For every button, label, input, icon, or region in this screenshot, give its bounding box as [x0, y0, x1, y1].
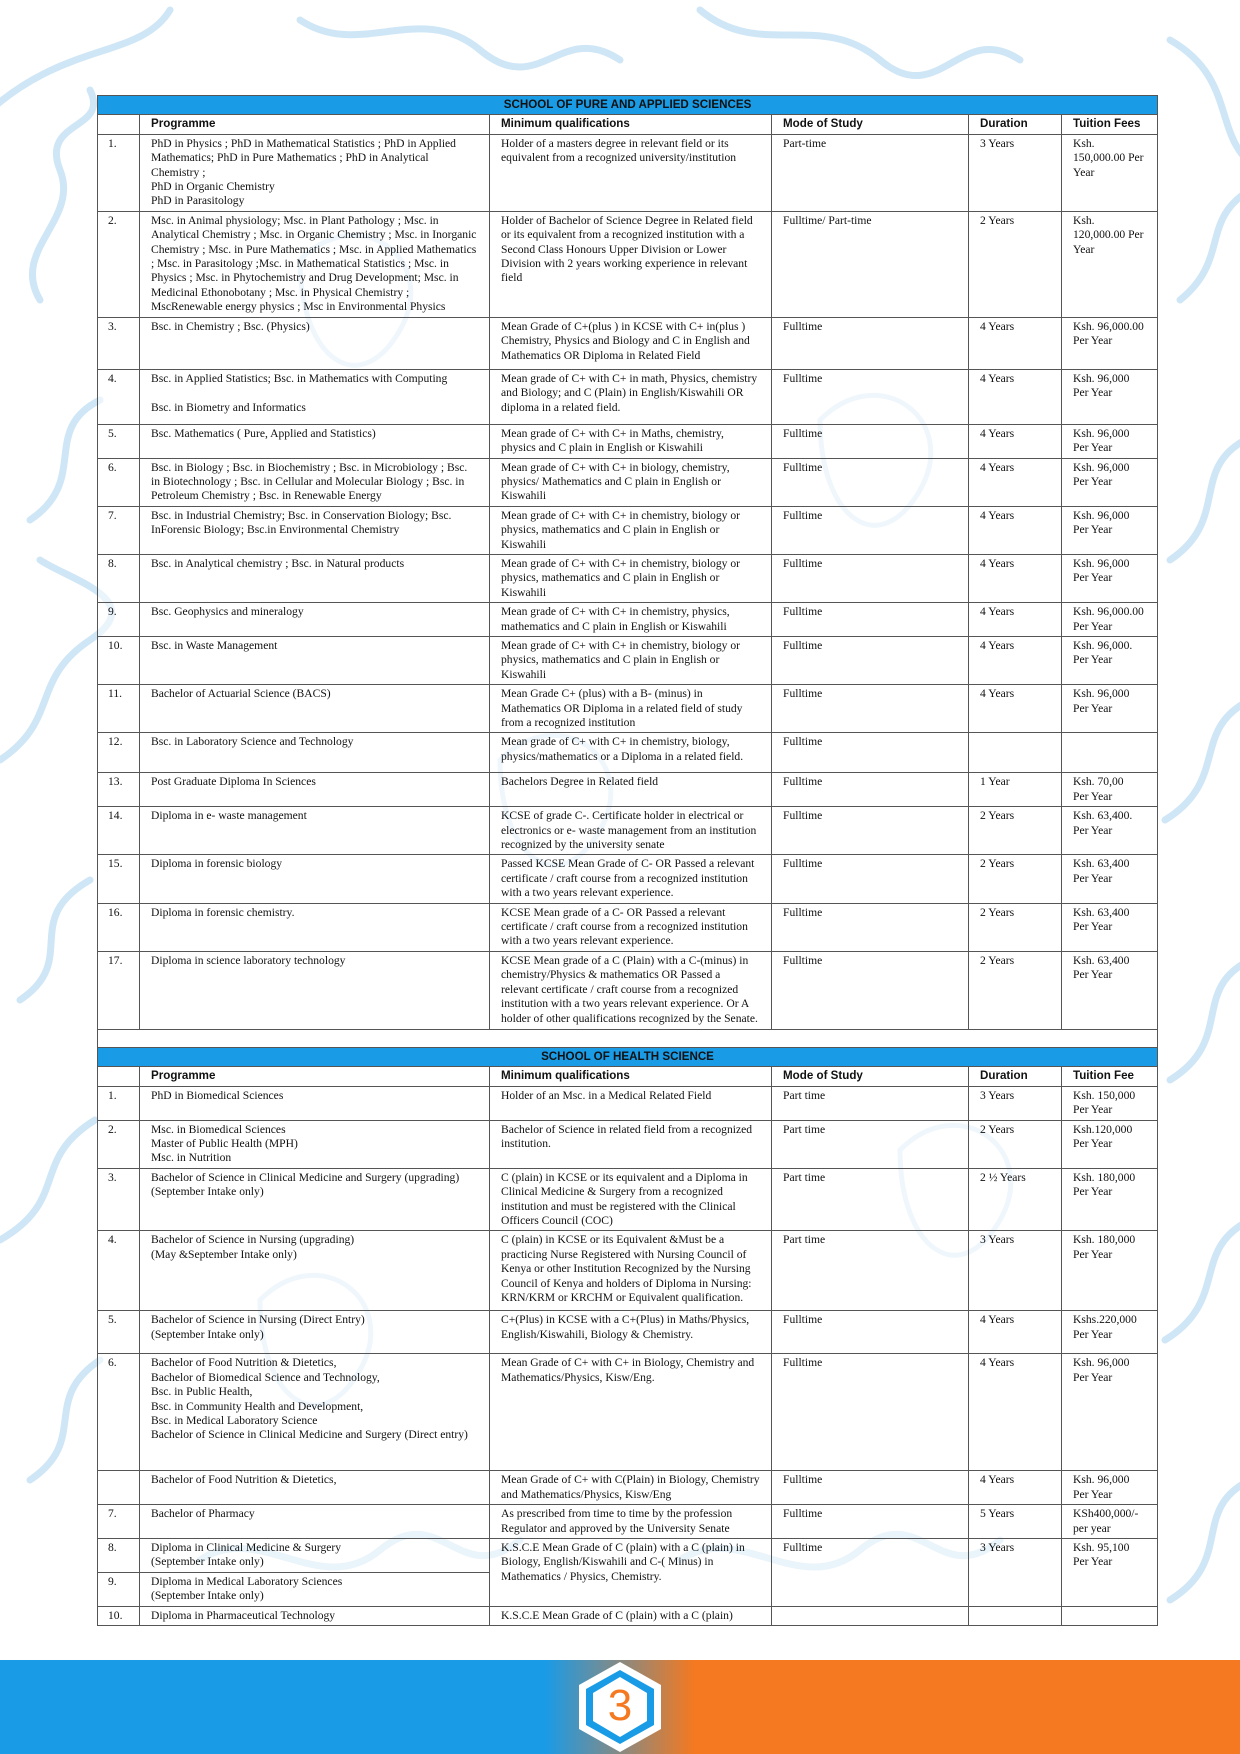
header-tuition-fees: Tuition Fee	[1062, 1067, 1158, 1086]
programme-cell: Bachelor of Pharmacy	[140, 1505, 490, 1539]
row-number: 9.	[98, 1572, 140, 1606]
programme-cell: Bsc. in Industrial Chemistry; Bsc. in Conservation Biology; Bsc. InForensic Biology; Bsc.in Environmental Chemistry	[140, 506, 490, 554]
row-number: 2.	[98, 1120, 140, 1168]
mode-cell: Fulltime	[772, 1311, 969, 1354]
table-row	[98, 211, 1158, 317]
row-number: 3.	[98, 1168, 140, 1231]
fee-cell: Ksh. 96,000 Per Year	[1062, 506, 1158, 554]
duration-cell: 2 ½ Years	[969, 1168, 1062, 1231]
table-row	[98, 1471, 1158, 1505]
row-number: 15.	[98, 855, 140, 903]
mode-cell: Fulltime	[772, 733, 969, 773]
table-row	[98, 458, 1158, 506]
mode-cell: Part time	[772, 1086, 969, 1120]
mode-cell: Fulltime	[772, 1354, 969, 1471]
school-banner-row	[98, 1047, 1158, 1066]
mode-cell: Fulltime	[772, 603, 969, 637]
table-row	[98, 1505, 1158, 1539]
programme-cell: PhD in Physics ; PhD in Mathematical Statistics ; PhD in Applied Mathematics; PhD in Pure Mathematics ; PhD in Analytical Chemistry ; PhD in Organic Chemistry PhD in Parasitology	[140, 134, 490, 211]
header-minimum-qualifications: Minimum qualifications	[490, 115, 772, 134]
mode-cell: Fulltime	[772, 317, 969, 369]
fee-cell: Ksh. 96,000 Per Year	[1062, 1471, 1158, 1505]
mode-cell: Fulltime	[772, 1471, 969, 1505]
programme-cell: Post Graduate Diploma In Sciences	[140, 773, 490, 807]
header-duration: Duration	[969, 115, 1062, 134]
programmes-table-body	[98, 96, 1158, 1626]
duration-cell: 2 Years	[969, 903, 1062, 951]
table-row	[98, 603, 1158, 637]
school-title: SCHOOL OF HEALTH SCIENCE	[98, 1047, 1158, 1066]
row-number: 8.	[98, 554, 140, 602]
row-number: 1.	[98, 1086, 140, 1120]
row-number: 1.	[98, 134, 140, 211]
mode-cell: Fulltime	[772, 1538, 969, 1606]
qualification-cell: Mean grade of C+ with C+ in chemistry, biology, physics/mathematics or a Diploma in a related field.	[490, 733, 772, 773]
programme-cell: Bachelor of Science in Nursing (Direct Entry) (September Intake only)	[140, 1311, 490, 1354]
qualification-cell: K.S.C.E Mean Grade of C (plain) with a C (plain)	[490, 1606, 772, 1625]
table-row	[98, 1311, 1158, 1354]
qualification-cell: Holder of Bachelor of Science Degree in Related field or its equivalent from a recognized institution with a Second Class Honours Upper Division or Lower Division with 2 years working experience in relevant field	[490, 211, 772, 317]
row-number: 11.	[98, 685, 140, 733]
mode-cell: Fulltime	[772, 903, 969, 951]
mode-cell: Fulltime	[772, 369, 969, 424]
fee-cell	[1062, 733, 1158, 773]
row-number: 17.	[98, 951, 140, 1029]
programme-cell: Bsc. in Analytical chemistry ; Bsc. in Natural products	[140, 554, 490, 602]
page-number: 3	[607, 1681, 633, 1730]
programme-cell: Diploma in science laboratory technology	[140, 951, 490, 1029]
fee-cell: Ksh. 96,000 Per Year	[1062, 424, 1158, 458]
table-row	[98, 554, 1158, 602]
fee-cell: Ksh.120,000 Per Year	[1062, 1120, 1158, 1168]
table-row	[98, 685, 1158, 733]
qualification-cell: C (plain) in KCSE or its equivalent and a Diploma in Clinical Medicine & Surgery from a recognized institution and must be registered with the Clinical Officers Council (COC)	[490, 1168, 772, 1231]
mode-cell: Fulltime	[772, 554, 969, 602]
table-row	[98, 1606, 1158, 1625]
fee-cell: Ksh. 63,400 Per Year	[1062, 903, 1158, 951]
qualification-cell: Mean grade of C+ with C+ in biology, chemistry, physics/ Mathematics and C plain in English or Kiswahili	[490, 458, 772, 506]
programme-cell: Bachelor of Science in Nursing (upgrading) (May &September Intake only)	[140, 1231, 490, 1311]
fee-cell: Ksh. 180,000 Per Year	[1062, 1168, 1158, 1231]
qualification-cell: C (plain) in KCSE or its Equivalent &Must be a practicing Nurse Registered with Nursing Council of Kenya or other Institution Recognized by the Nursing Council of Kenya and holders of Diploma in Nursing: KRN/KRM or KRCHM or Equivalent qualification.	[490, 1231, 772, 1311]
table-row	[98, 1120, 1158, 1168]
qualification-cell: KCSE Mean grade of a C (Plain) with a C-(minus) in chemistry/Physics & mathematics OR Passed a relevant certificate / craft course from a recognized institution with a two years relevant experience. Or A holder of other qualifications recognized by the Senate.	[490, 951, 772, 1029]
table-row	[98, 1086, 1158, 1120]
row-number: 7.	[98, 506, 140, 554]
qualification-cell: Mean grade of C+ with C+ in math, Physics, chemistry and Biology; and C (Plain) in English/Kiswahili OR diploma in a related field.	[490, 369, 772, 424]
header-programme: Programme	[140, 1067, 490, 1086]
duration-cell: 2 Years	[969, 855, 1062, 903]
header-minimum-qualifications: Minimum qualifications	[490, 1067, 772, 1086]
table-row	[98, 134, 1158, 211]
qualification-cell: C+(Plus) in KCSE with a C+(Plus) in Maths/Physics, English/Kiswahili, Biology & Chemistry.	[490, 1311, 772, 1354]
programme-cell: PhD in Biomedical Sciences	[140, 1086, 490, 1120]
duration-cell: 3 Years	[969, 1086, 1062, 1120]
header-duration: Duration	[969, 1067, 1062, 1086]
table-row	[98, 733, 1158, 773]
fee-cell: Ksh. 70,00 Per Year	[1062, 773, 1158, 807]
fee-cell: Ksh. 96,000 Per Year	[1062, 369, 1158, 424]
row-number: 13.	[98, 773, 140, 807]
header-programme: Programme	[140, 115, 490, 134]
fee-cell: Ksh. 96,000.00 Per Year	[1062, 317, 1158, 369]
header-number-cell	[98, 1067, 140, 1086]
duration-cell: 2 Years	[969, 1120, 1062, 1168]
duration-cell: 4 Years	[969, 636, 1062, 684]
mode-cell: Fulltime	[772, 636, 969, 684]
table-row	[98, 317, 1158, 369]
duration-cell: 2 Years	[969, 807, 1062, 855]
programme-cell: Bsc. in Chemistry ; Bsc. (Physics)	[140, 317, 490, 369]
programme-cell: Bachelor of Science in Clinical Medicine and Surgery (upgrading) (September Intake only)	[140, 1168, 490, 1231]
programme-cell: Bsc. in Applied Statistics; Bsc. in Mathematics with Computing Bsc. in Biometry and Informatics	[140, 369, 490, 424]
fee-cell: Ksh. 96,000. Per Year	[1062, 636, 1158, 684]
qualification-cell: Mean grade of C+ with C+ in chemistry, biology or physics, mathematics and C plain in English or Kiswahili	[490, 636, 772, 684]
row-number: 10.	[98, 636, 140, 684]
fee-cell: Ksh. 150,000.00 Per Year	[1062, 134, 1158, 211]
mode-cell	[772, 1606, 969, 1625]
duration-cell: 3 Years	[969, 134, 1062, 211]
row-number: 7.	[98, 1505, 140, 1539]
programme-cell: Diploma in Pharmaceutical Technology	[140, 1606, 490, 1625]
qualification-cell: Bachelors Degree in Related field	[490, 773, 772, 807]
fee-cell: Ksh. 96,000 Per Year	[1062, 458, 1158, 506]
mode-cell: Fulltime	[772, 951, 969, 1029]
row-number: 16.	[98, 903, 140, 951]
table-row	[98, 1354, 1158, 1471]
programme-cell: Diploma in forensic biology	[140, 855, 490, 903]
fee-cell	[1062, 1606, 1158, 1625]
qualification-cell: Mean Grade of C+ with C(Plain) in Biology, Chemistry and Mathematics/Physics, Kisw/Eng	[490, 1471, 772, 1505]
programme-cell: Bsc. in Laboratory Science and Technology	[140, 733, 490, 773]
row-number: 2.	[98, 211, 140, 317]
mode-cell: Fulltime	[772, 458, 969, 506]
mode-cell: Fulltime	[772, 1505, 969, 1539]
fee-cell: Ksh. 95,100 Per Year	[1062, 1538, 1158, 1606]
header-mode-of-study: Mode of Study	[772, 1067, 969, 1086]
mode-cell: Fulltime	[772, 424, 969, 458]
programme-cell: Bachelor of Food Nutrition & Dietetics,	[140, 1471, 490, 1505]
duration-cell	[969, 733, 1062, 773]
fee-cell: Ksh. 96,000 Per Year	[1062, 554, 1158, 602]
table-row	[98, 1538, 1158, 1572]
qualification-cell: Holder of an Msc. in a Medical Related Field	[490, 1086, 772, 1120]
row-number: 12.	[98, 733, 140, 773]
programme-cell: Msc. in Animal physiology; Msc. in Plant Pathology ; Msc. in Analytical Chemistry ; Msc. in Organic Chemistry ; Msc. in Inorganic Chemistry ; Msc. in Pure Mathematics ; Msc. in Applied Mathematics ; Msc. in Parasitology ;Msc. in Mathematical Statistics ; Msc. in Physics ; Msc. in Phytochemistry and Drug Development; Msc. in Medicinal Ethonobotany ; Msc. in Physical Chemistry ; MscRenewable energy physics ; Msc in Environmental Physics	[140, 211, 490, 317]
fee-cell: Ksh. 96,000 Per Year	[1062, 1354, 1158, 1471]
header-tuition-fees: Tuition Fees	[1062, 115, 1158, 134]
mode-cell: Fulltime	[772, 807, 969, 855]
duration-cell: 1 Year	[969, 773, 1062, 807]
duration-cell: 5 Years	[969, 1505, 1062, 1539]
programme-cell: Bsc. in Waste Management	[140, 636, 490, 684]
qualification-cell: As prescribed from time to time by the profession Regulator and approved by the University Senate	[490, 1505, 772, 1539]
row-number: 5.	[98, 1311, 140, 1354]
table-row	[98, 1231, 1158, 1311]
programme-cell: Diploma in forensic chemistry.	[140, 903, 490, 951]
table-row	[98, 951, 1158, 1029]
row-number: 4.	[98, 1231, 140, 1311]
fee-cell: Ksh. 120,000.00 Per Year	[1062, 211, 1158, 317]
table-gap-row	[98, 1029, 1158, 1047]
fee-cell: Ksh. 63,400 Per Year	[1062, 855, 1158, 903]
qualification-cell: Mean grade of C+ with C+ in chemistry, biology or physics, mathematics and C plain in English or Kiswahili	[490, 506, 772, 554]
programme-cell: Diploma in e- waste management	[140, 807, 490, 855]
qualification-cell: Mean Grade of C+(plus ) in KCSE with C+ in(plus ) Chemistry, Physics and Biology and C in English and Mathematics OR Diploma in Related Field	[490, 317, 772, 369]
duration-cell: 4 Years	[969, 506, 1062, 554]
mode-cell: Fulltime	[772, 685, 969, 733]
table-row	[98, 369, 1158, 424]
row-number: 6.	[98, 1354, 140, 1471]
fee-cell: Ksh. 63,400 Per Year	[1062, 951, 1158, 1029]
row-number: 10.	[98, 1606, 140, 1625]
duration-cell: 4 Years	[969, 554, 1062, 602]
table-row	[98, 807, 1158, 855]
qualification-cell: Mean grade of C+ with C+ in Maths, chemistry, physics and C plain in English or Kiswahili	[490, 424, 772, 458]
programme-cell: Bsc. in Biology ; Bsc. in Biochemistry ; Bsc. in Microbiology ; Bsc. in Biotechnology ; Bsc. in Cellular and Molecular Biology ; Bsc. in Petroleum Chemistry ; Bsc. in Renewable Energy	[140, 458, 490, 506]
gap-cell	[98, 1029, 1158, 1047]
programme-cell: Bsc. Geophysics and mineralogy	[140, 603, 490, 637]
duration-cell	[969, 1606, 1062, 1625]
qualification-cell: Bachelor of Science in related field from a recognized institution.	[490, 1120, 772, 1168]
mode-cell: Fulltime	[772, 855, 969, 903]
table-row	[98, 1168, 1158, 1231]
programme-cell: Bsc. Mathematics ( Pure, Applied and Statistics)	[140, 424, 490, 458]
row-number: 4.	[98, 369, 140, 424]
qualification-cell: Holder of a masters degree in relevant field or its equivalent from a recognized university/institution	[490, 134, 772, 211]
programme-cell: Bachelor of Actuarial Science (BACS)	[140, 685, 490, 733]
table-row	[98, 506, 1158, 554]
fee-cell: Ksh. 150,000 Per Year	[1062, 1086, 1158, 1120]
mode-cell: Part time	[772, 1120, 969, 1168]
row-number: 14.	[98, 807, 140, 855]
table-row	[98, 855, 1158, 903]
programmes-table	[97, 95, 1158, 1626]
duration-cell: 3 Years	[969, 1231, 1062, 1311]
duration-cell: 4 Years	[969, 1471, 1062, 1505]
mode-cell: Part time	[772, 1168, 969, 1231]
qualification-cell: K.S.C.E Mean Grade of C (plain) with a C (plain) in Biology, English/Kiswahili and C-( Minus) in Mathematics / Physics, Chemistry.	[490, 1538, 772, 1606]
school-title: SCHOOL OF PURE AND APPLIED SCIENCES	[98, 96, 1158, 115]
fee-cell: Ksh. 96,000.00 Per Year	[1062, 603, 1158, 637]
table-row	[98, 903, 1158, 951]
duration-cell: 2 Years	[969, 211, 1062, 317]
duration-cell: 4 Years	[969, 603, 1062, 637]
fee-cell: Ksh. 180,000 Per Year	[1062, 1231, 1158, 1311]
row-number: 6.	[98, 458, 140, 506]
programme-cell: Bachelor of Food Nutrition & Dietetics, Bachelor of Biomedical Science and Technology, Bsc. in Public Health, Bsc. in Community Health and Development, Bsc. in Medical Laboratory Science Bachelor of Science in Clinical Medicine and Surgery (Direct entry)	[140, 1354, 490, 1471]
qualification-cell: Mean grade of C+ with C+ in chemistry, physics, mathematics and C plain in English or Kiswahili	[490, 603, 772, 637]
row-number: 9.	[98, 603, 140, 637]
programme-cell: Diploma in Medical Laboratory Sciences (September Intake only)	[140, 1572, 490, 1606]
row-number: 8.	[98, 1538, 140, 1572]
table-row	[98, 636, 1158, 684]
programme-cell: Msc. in Biomedical Sciences Master of Public Health (MPH) Msc. in Nutrition	[140, 1120, 490, 1168]
duration-cell: 4 Years	[969, 1311, 1062, 1354]
header-mode-of-study: Mode of Study	[772, 115, 969, 134]
duration-cell: 4 Years	[969, 1354, 1062, 1471]
table-row	[98, 773, 1158, 807]
programme-cell: Diploma in Clinical Medicine & Surgery (September Intake only)	[140, 1538, 490, 1572]
fee-cell: Kshs.220,000 Per Year	[1062, 1311, 1158, 1354]
header-number-cell	[98, 115, 140, 134]
duration-cell: 3 Years	[969, 1538, 1062, 1606]
duration-cell: 4 Years	[969, 424, 1062, 458]
mode-cell: Part-time	[772, 134, 969, 211]
mode-cell: Fulltime	[772, 773, 969, 807]
school-banner-row	[98, 96, 1158, 115]
duration-cell: 4 Years	[969, 685, 1062, 733]
row-number	[98, 1471, 140, 1505]
programmes-document	[97, 95, 1157, 1626]
row-number: 5.	[98, 424, 140, 458]
mode-cell: Fulltime/ Part-time	[772, 211, 969, 317]
qualification-cell: Mean Grade of C+ with C+ in Biology, Chemistry and Mathematics/Physics, Kisw/Eng.	[490, 1354, 772, 1471]
column-header-row	[98, 115, 1158, 134]
fee-cell: Ksh. 63,400. Per Year	[1062, 807, 1158, 855]
duration-cell: 4 Years	[969, 458, 1062, 506]
duration-cell: 2 Years	[969, 951, 1062, 1029]
row-number: 3.	[98, 317, 140, 369]
qualification-cell: KCSE Mean grade of a C- OR Passed a relevant certificate / craft course from a recognized institution with a two years relevant experience.	[490, 903, 772, 951]
column-header-row	[98, 1067, 1158, 1086]
qualification-cell: Mean grade of C+ with C+ in chemistry, biology or physics, mathematics and C plain in English or Kiswahili	[490, 554, 772, 602]
fee-cell: Ksh. 96,000 Per Year	[1062, 685, 1158, 733]
duration-cell: 4 Years	[969, 369, 1062, 424]
qualification-cell: Passed KCSE Mean Grade of C- OR Passed a relevant certificate / craft course from a recognized institution with a two years relevant experience.	[490, 855, 772, 903]
mode-cell: Part time	[772, 1231, 969, 1311]
qualification-cell: Mean Grade C+ (plus) with a B- (minus) in Mathematics OR Diploma in a related field of study from a recognized institution	[490, 685, 772, 733]
mode-cell: Fulltime	[772, 506, 969, 554]
qualification-cell: KCSE of grade C-. Certificate holder in electrical or electronics or e- waste management from an institution recognized by the university senate	[490, 807, 772, 855]
table-row	[98, 424, 1158, 458]
duration-cell: 4 Years	[969, 317, 1062, 369]
fee-cell: KSh400,000/- per year	[1062, 1505, 1158, 1539]
